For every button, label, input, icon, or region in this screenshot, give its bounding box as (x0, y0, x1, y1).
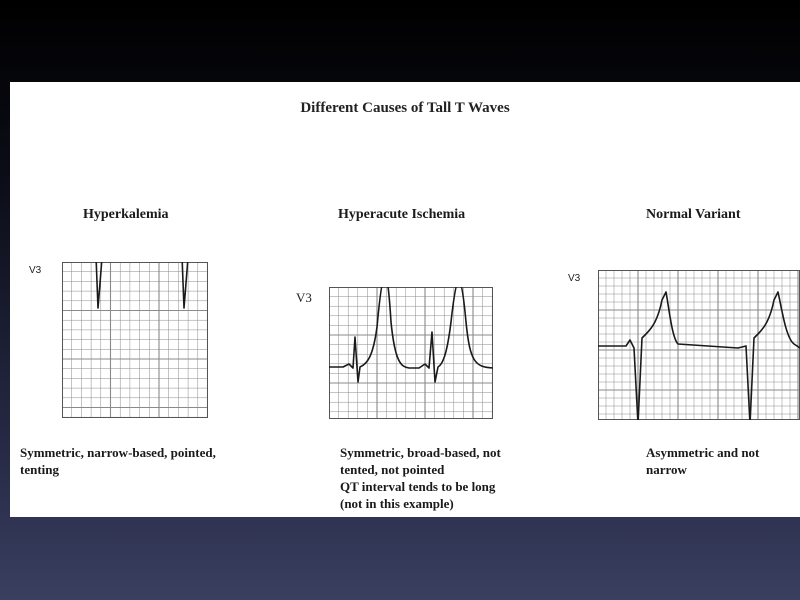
description-line: Symmetric, broad-based, not (340, 445, 501, 460)
panel-title-normal-variant: Normal Variant (646, 207, 741, 222)
ecg-trace (598, 292, 800, 420)
lead-label-hyperkalemia: V3 (29, 265, 42, 276)
description-line: tenting (20, 462, 59, 477)
description-line: tented, not pointed (340, 462, 445, 477)
description-hyperkalemia (20, 444, 216, 478)
description-line: QT interval tends to be long (340, 479, 496, 494)
figure-title: Different Causes of Tall T Waves (300, 100, 510, 116)
description-line: Symmetric, narrow-based, pointed, (20, 445, 216, 460)
description-line: Asymmetric and not (646, 445, 760, 460)
description-normal-variant (646, 444, 759, 478)
slide (10, 82, 800, 517)
lead-label-normal-variant: V3 (568, 273, 581, 284)
description-line: narrow (646, 462, 687, 477)
description-hyperacute-ischemia (340, 444, 501, 512)
ecg-strip-normal-variant (598, 270, 800, 420)
description-line: (not in this example) (340, 496, 454, 511)
panel-title-hyperkalemia: Hyperkalemia (83, 207, 169, 222)
panel-title-hyperacute-ischemia: Hyperacute Ischemia (338, 207, 466, 222)
ecg-strip-hyperkalemia (62, 262, 208, 418)
lead-label-hyperacute-ischemia: V3 (296, 290, 312, 305)
ecg-trace (62, 262, 208, 308)
ecg-strip-hyperacute-ischemia (329, 287, 493, 419)
